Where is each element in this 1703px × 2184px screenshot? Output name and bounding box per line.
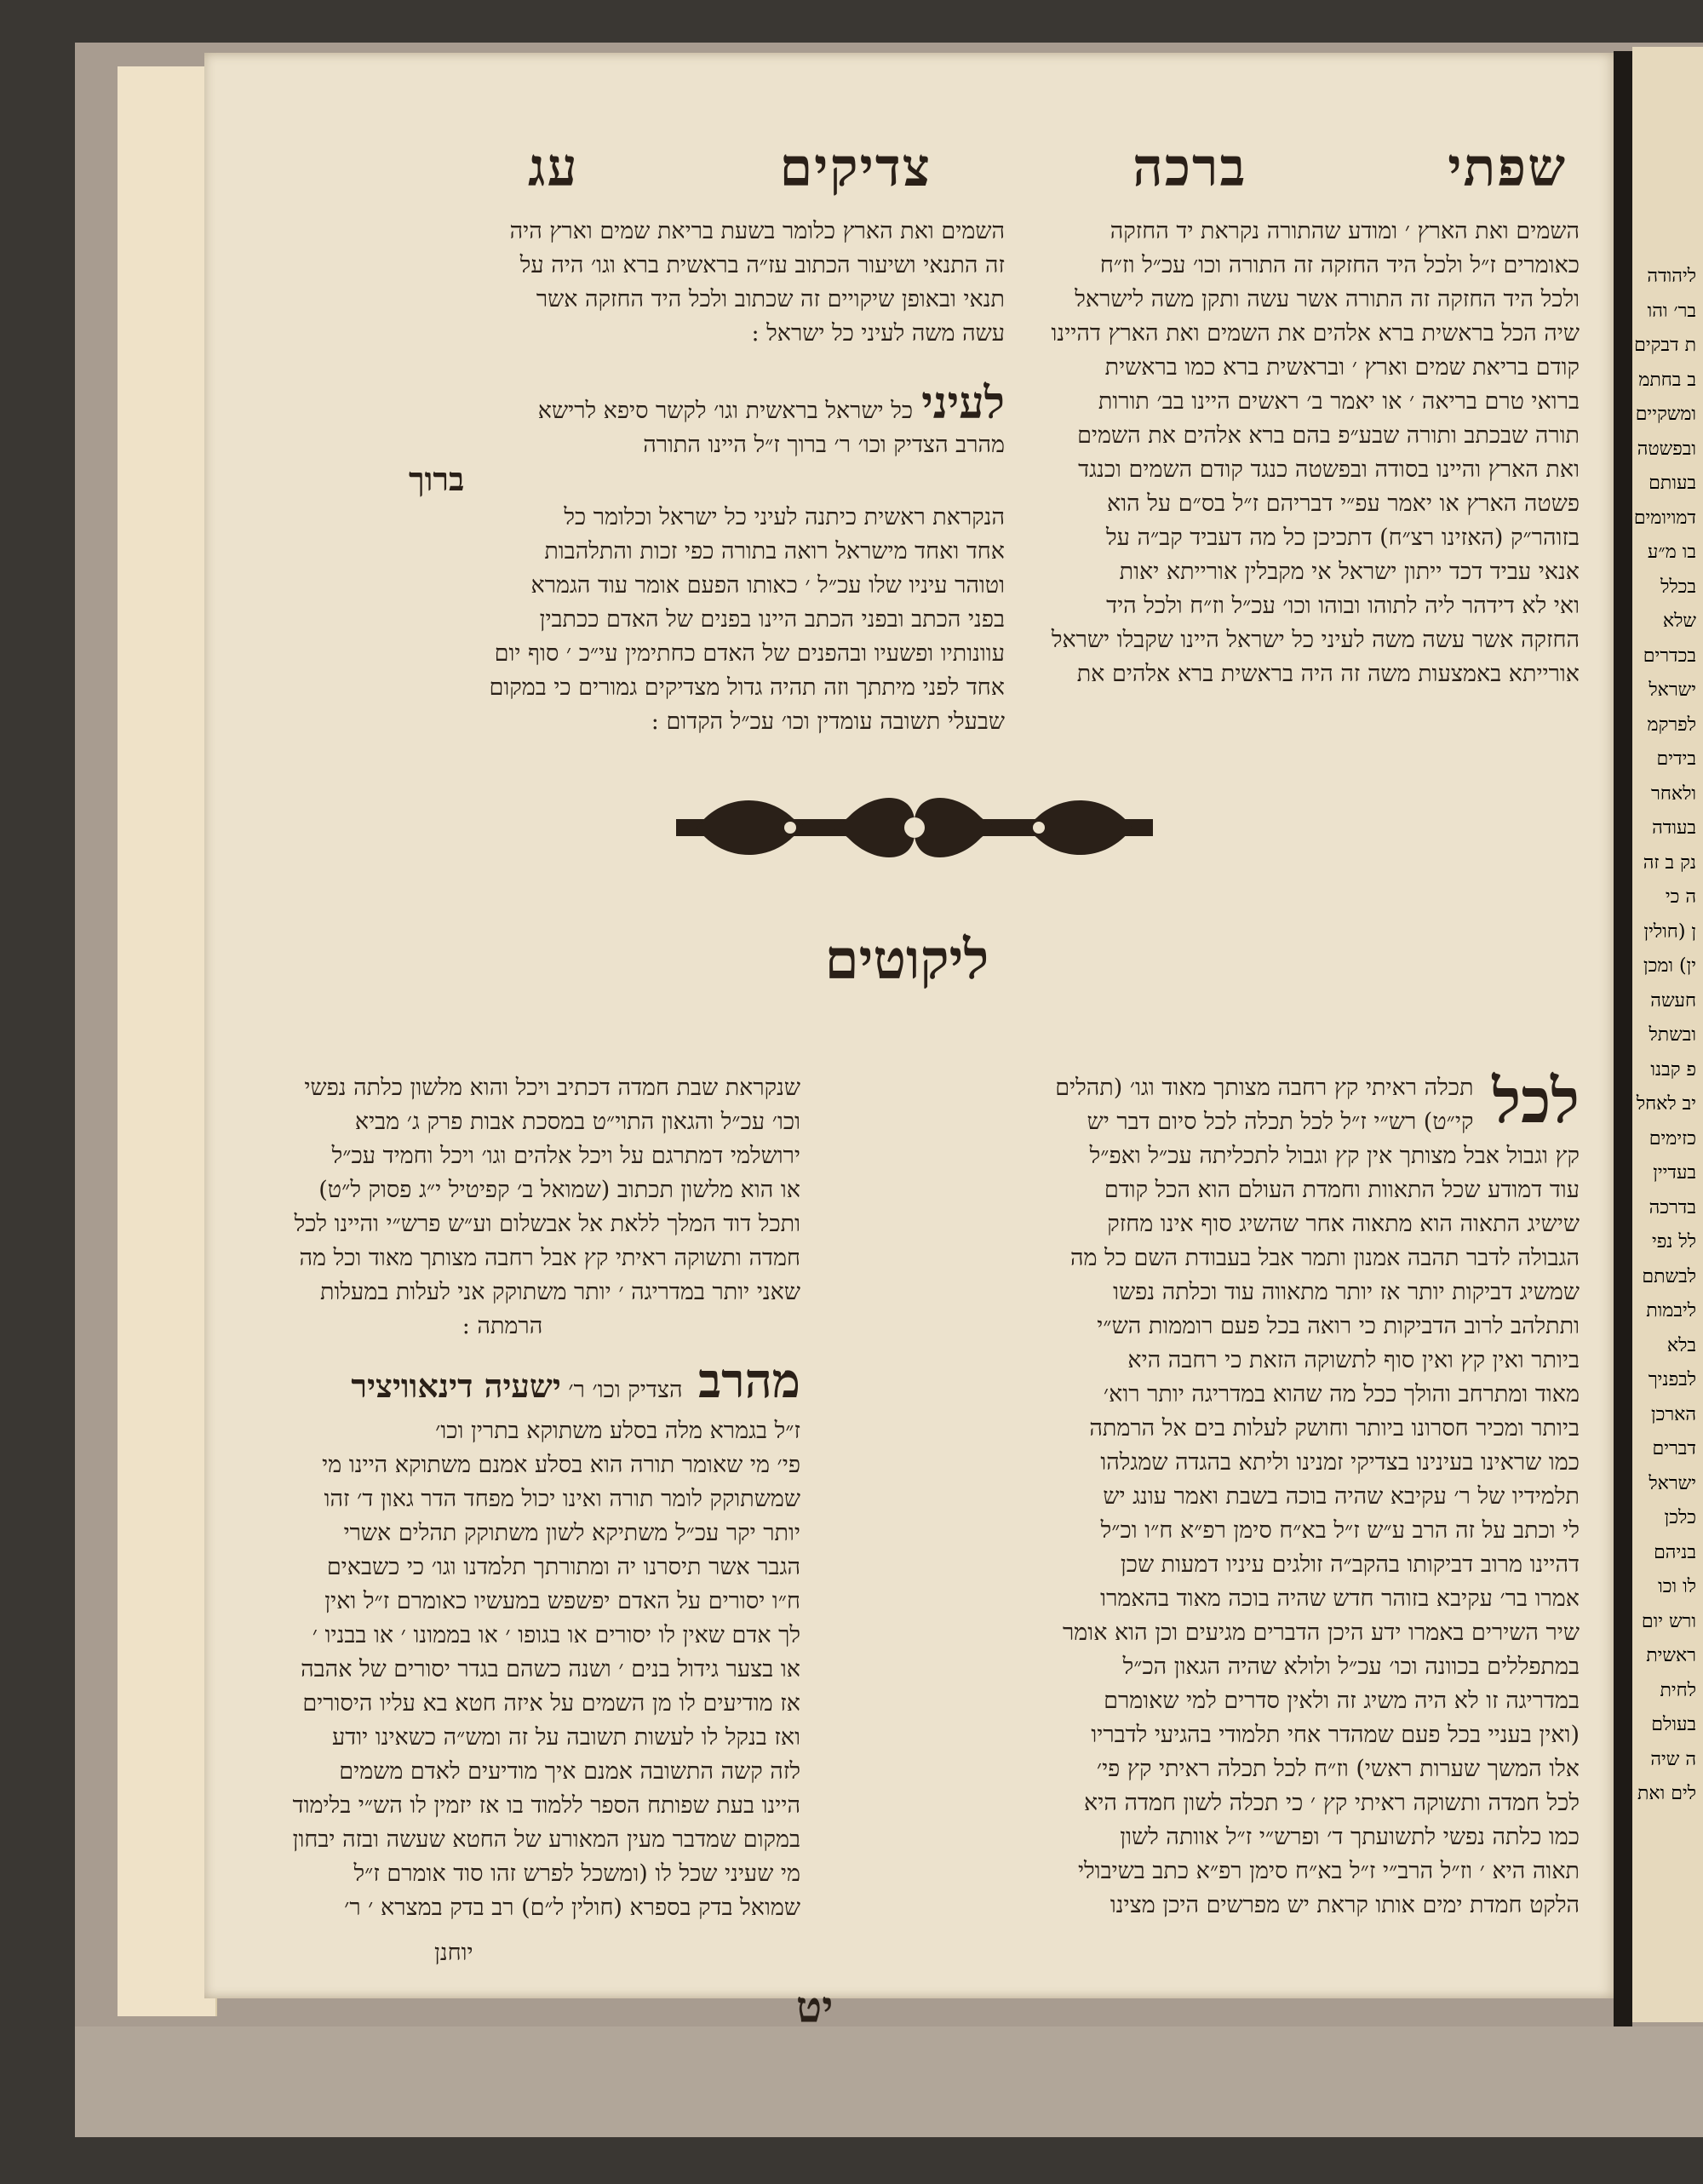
text-line: דהיינו מרוב דביקותו בהקב״ה זולגים עיניו דמעות שכן: [1120, 1551, 1580, 1578]
column-bottom-right: [966, 1064, 1580, 1923]
text-fragment: בדרכה: [1649, 1196, 1696, 1218]
book-cover-bottom-edge: [75, 2026, 1703, 2137]
text-line: אחד לפני מיתתך וזה תהיה גדול מצדיקים גמורים כי במקום: [489, 674, 1005, 701]
text-line: קי״ט) רש״י ז״ל לכל תכלה לכל סיום דבר יש: [1087, 1109, 1474, 1135]
text-line: פי׳ מי שאומר תורה הוא בסלע אמנם משתוקא היינו מי: [322, 1452, 800, 1478]
flyleaf: [118, 66, 217, 2016]
text-fragment: בעדיין: [1653, 1162, 1696, 1184]
text-line: ירושלמי דמתרגם על ויכל אלהים וגו׳ ויכל וחמיד עכ״ל: [331, 1143, 800, 1169]
paragraph-opening-word: לעיני: [921, 377, 1005, 429]
text-line: במתפללים בכוונה וכו׳ עכ״ל ולולא שהיה הגאון הכ״ל: [1122, 1654, 1580, 1680]
rabbi-name: ברוך: [409, 460, 465, 498]
ornament-divider: [671, 790, 1158, 865]
text-line: פשטה הארץ או יאמר עפ״י דבריהם ז״ל בס״ם על הוא: [1107, 490, 1580, 517]
text-line: זה התנאי ושיעור הכתוב עז״ה בראשית ברא וגו׳ היה על: [519, 252, 1005, 278]
text-line: עשה משה לעיני כל ישראל :: [751, 320, 1005, 347]
text-line: ואי לא דידהר ליה לתוהו ובוהו וכו׳ עכ״ל וז״ח ולכל היד: [1106, 593, 1580, 619]
text-line: וכו׳ עכ״ל והגאון התוי״ט במסכת אבות פרק ג׳ מביא: [354, 1109, 800, 1135]
text-line: וטוהר עיניו שלו עכ״ל ׳ כאותו הפעם אומר עוד הגמרא: [530, 572, 1005, 599]
text-line: החזקה אשר עשה משה לעיני כל ישראל היינו שקבלו ישראל: [1051, 627, 1580, 653]
text-fragment: ין) ומכן: [1643, 955, 1696, 977]
text-line: לכל חמדה ותשוקה ראיתי קץ ׳ כי תכלה לשון חמדה היא: [1084, 1790, 1580, 1816]
text-fragment: דמויומים: [1633, 507, 1696, 529]
text-line: היינו בעת שפותח הספר ללמוד בו אז יזמין לו הש״י בלימוד: [292, 1792, 800, 1819]
text-line: ותכל דוד המלך ללאת אל אבשלום וע״ש פרש״י והיינו לכל: [294, 1211, 800, 1237]
text-fragment: לבפניך: [1648, 1369, 1696, 1390]
rabbi-name: ישעיה דינאוויציר: [351, 1367, 561, 1405]
text-line: שנקראת שבת חמדה דכתיב ויכל והוא מלשון כלתה נפשי: [304, 1075, 800, 1101]
paragraph-opening-word: לכל: [1492, 1064, 1580, 1137]
text-line: שישיג התאוה הוא מתאוה אחר שהשיג סוף אינו מחזק: [1107, 1211, 1580, 1237]
text-line: הצדיק וכו׳ ר׳: [568, 1377, 683, 1403]
text-fragment: בעולם: [1651, 1714, 1696, 1735]
text-line: ואז בנקל לו לעשות תשובה על זה ומש״ה כשאינו יודע: [331, 1724, 800, 1751]
text-fragment: חעשה: [1650, 989, 1696, 1012]
text-fragment: בכלל: [1660, 576, 1696, 598]
text-line: ותתלהב לרוב הדביקות כי רואה בכל פעם רוממות הש״י: [1097, 1313, 1580, 1339]
text-fragment: ובפשטה: [1637, 438, 1696, 460]
text-line: תכלה ראיתי קץ רחבה מצותך מאוד וגו׳ (תהלים: [1055, 1075, 1474, 1101]
text-line: אנאי עביד דכד ייתון ישראל אי מקבלין אורייתא יאות: [1119, 559, 1580, 585]
running-head-word-3: צדיקים: [779, 136, 932, 198]
text-fragment: לבשתם: [1642, 1265, 1696, 1287]
column-bottom-left: [204, 1071, 800, 1925]
text-line: מאוד ומתרחב והולך ככל מה שהוא במדריגה יותר רוא׳: [1103, 1381, 1580, 1407]
text-line: מהרב הצדיק וכו׳ ר׳ ברוך ז״ל היינו התורה: [643, 432, 1005, 458]
text-fragment: בניהם: [1654, 1541, 1696, 1563]
text-line: חמדה ותשוקה ראיתי קץ אבל רחבה מצותך מאוד וכל מה: [299, 1245, 800, 1271]
text-line: עוד דמודע שכל התאוות וחמדת העולם הוא הכל קודם: [1104, 1177, 1580, 1203]
text-fragment: פ קבנו: [1650, 1058, 1696, 1081]
text-fragment: כזימים: [1649, 1127, 1696, 1149]
text-line: ביותר ואין קץ ואין סוף לתשוקה הזאת כי רחבה היא: [1127, 1347, 1580, 1373]
text-line: ולכל היד החזקה זה התורה אשר עשה ותקן משה לישראל: [1075, 286, 1580, 312]
text-line: עוונותיו ופשעיו ובהפנים של האדם כחתימין עי״כ ׳ סוף יום: [494, 640, 1005, 667]
text-line: שמשתוקק לומר תורה ואינו יכול מפחד הדר גאון ד׳ זהו: [324, 1486, 800, 1512]
text-line: יותר יקר עכ״ל משתיקא לשון משתוקק תהלים אשרי: [343, 1520, 800, 1546]
text-fragment: ישראל: [1649, 1472, 1696, 1494]
text-line: או הוא מלשון תכתוב (שמואל ב׳ קפיטיל י״ג פסוק ל״ט): [318, 1177, 800, 1203]
running-head: [528, 129, 1567, 206]
text-fragment: ראשית: [1646, 1645, 1696, 1666]
running-head-word-1: שפתי: [1448, 136, 1567, 198]
text-fragment: דברים: [1652, 1438, 1696, 1459]
text-fragment: בידים: [1656, 748, 1696, 770]
text-line: ואת הארץ והיינו בסודה ובפשטה כנגד קודם השמים וכנגד: [1078, 456, 1580, 483]
text-line: ז״ל בגמרא מלה בסלע משתוקא בתרין וכו׳: [435, 1418, 800, 1444]
page-left: [204, 53, 1618, 2032]
text-fragment: ישראל: [1649, 679, 1696, 701]
text-fragment: יב לאחל: [1636, 1093, 1696, 1115]
text-line: בזוהר״ק (האזינו רצ״ח) דתכיכן כל מה דעביד קב״ה על: [1105, 525, 1580, 551]
text-fragment: ורש יום: [1641, 1610, 1696, 1632]
text-fragment: לים ואת: [1637, 1783, 1696, 1804]
text-line: הגבר אשר תיסרנו יה ומתורתך תלמדנו וגו׳ כי כשבאים: [326, 1554, 800, 1580]
text-line: תלמידיו של ר׳ עקיבא שהיה בוכה בשבת ואמר עונג יש: [1103, 1483, 1580, 1510]
text-line: (ואין בעניי בכל פעם שמהדר אחי תלמודי בהגיעי לדבריו: [1091, 1722, 1580, 1748]
text-fragment: ליהודה: [1647, 266, 1696, 287]
text-line: קודם בריאת שמים וארץ ׳ ובראשית ברא כמו בראשית: [1104, 354, 1580, 381]
page-right-edge: [1632, 47, 1703, 2022]
text-line: אחד ואחד מישראל רואה בתורה כפי זכות והתלהבות: [544, 538, 1005, 565]
catchword: יוחנן: [434, 1940, 473, 1966]
text-fragment: כלכן: [1664, 1507, 1696, 1528]
text-line: שאני יותר במדריגה ׳ יותר משתוקק אני לעלות במעלות: [320, 1279, 800, 1305]
text-line: לזה קשה התשובה אמנם איך מודיעים לאדם משמים: [339, 1758, 800, 1785]
text-line: או בצער גידול בנים ׳ ושנה כשהם בגדר יסורים של אהבה: [301, 1656, 800, 1682]
text-line: אז מודיעים לו מן השמים על איזה חטא בא עליו היסורים: [302, 1690, 800, 1717]
text-line: שמואל בדק בספרא (חולין ל״ם) רב בדק במצרא ׳ ר׳: [344, 1895, 800, 1921]
folio-number: יט: [796, 1981, 834, 2032]
text-fragment: בר׳ והו: [1647, 300, 1696, 322]
text-fragment: לפרקמ: [1647, 714, 1696, 736]
text-line: לך אדם שאין לו יסורים או בגופו ׳ או בממונו ׳ או בבניו ׳: [312, 1622, 800, 1648]
text-line: בפני הכתב ובפני הכתב היינו בפנים של האדם ככתבין: [539, 606, 1005, 633]
text-line: כל ישראל בראשית וגו׳ לקשר סיפא לרישא: [537, 398, 914, 424]
section-title: ליקוטים: [824, 928, 989, 992]
text-line: תורה שבכתב ותורה שבע״פ בהם ברא אלהים את השמים: [1077, 422, 1580, 449]
text-fragment: ובשתל: [1649, 1024, 1696, 1046]
text-fragment: ומשקיים: [1635, 404, 1696, 425]
text-line: שיר השירים באמרו ידע היכן הדברים מגיעים וכן הוא אומר: [1063, 1619, 1580, 1646]
book-gutter: [1614, 51, 1632, 2026]
text-line: שיה הכל בראשית ברא אלהים את השמים ואת הארץ דהיינו: [1051, 320, 1580, 347]
text-line: הנקראת ראשית כיתנה לעיני כל ישראל וכלומר כל: [564, 504, 1005, 530]
text-line: שמשיג דביקות יותר אז יותר מתאווה עוד וכלתה נפשו: [1113, 1279, 1580, 1305]
text-line: ביותר ומכיר חסרונו ביותר וחושק לעלות בים אל הרמתה: [1089, 1415, 1580, 1442]
text-fragment: נק ב זה: [1643, 851, 1696, 874]
text-line: במקום שמדבר מעין המאורע של החטא שעשה ובזה יבחון: [292, 1826, 800, 1853]
text-line: כמו כלתה נפשי לתשועתך ד׳ ופרש״י ז״ל אוותה לשון: [1120, 1824, 1580, 1850]
text-line: כמו שראינו בעינינו בצדיקי זמנינו וליתא בהגדה שמגלהו: [1100, 1449, 1580, 1476]
text-fragment: לחית: [1660, 1679, 1696, 1701]
text-fragment: ולאחר: [1651, 782, 1696, 805]
text-line: כאומרים ז״ל ולכל היד החזקה זה התורה וכו׳ עכ״ל וז״ח: [1099, 252, 1580, 278]
text-fragment: בעודה: [1652, 817, 1696, 839]
running-head-word-4: עג: [528, 136, 579, 198]
text-fragment: ליבמות: [1646, 1300, 1696, 1321]
text-fragment: ת דבקים: [1634, 335, 1696, 356]
text-line: הלקט חמדת ימים אותו קראת יש מפרשים היכן מצינו: [1110, 1892, 1580, 1918]
text-fragment: ן (חולין: [1643, 920, 1696, 943]
text-line: מי שעיני שכל לו (ומשכל לפרש זהו סוד אומרם ז״ל: [353, 1860, 800, 1887]
text-line: אלו המשך שערות ראשי) וז״ח לכל תכלה ראיתי קץ פי׳: [1096, 1756, 1580, 1782]
text-line: אמרו בר׳ עקיבא בזוהר חדש שהיה בוכה מאוד בהאמרו: [1100, 1585, 1580, 1612]
column-top-left: [409, 215, 1005, 739]
paragraph-opening-word: מהרב: [698, 1353, 800, 1409]
text-fragment: ה כי: [1665, 886, 1696, 908]
text-line: ח״ו יסורים על האדם יפשפש במעשיו כאומרם ז״ל ואין: [324, 1588, 800, 1614]
text-fragment: לו וכו: [1658, 1576, 1696, 1597]
text-fragment: בעותם: [1649, 473, 1696, 494]
text-fragment: בלא: [1666, 1334, 1696, 1356]
text-fragment: בו מ״ע: [1647, 542, 1696, 563]
text-line: תנאי ובאופן שיקויים זה שכתוב ולכל היד החזקה אשר: [536, 286, 1005, 312]
text-line: שבעלי תשובה עומדין וכו׳ עכ״ל הקדום :: [651, 708, 1005, 735]
text-line: השמים ואת הארץ ׳ ומודע שהתורה נקראת יד החזקה: [1110, 218, 1580, 244]
text-line: השמים ואת הארץ כלומר בשעת בריאת שמים וארץ היה: [509, 218, 1005, 244]
text-line: תאוה היא ׳ וז״ל הרב״י ז״ל בא״ח סימן רפ״א כתב בשיבולי: [1077, 1858, 1580, 1884]
text-line: לי וכתב על זה הרב ע״ש ז״ל בא״ח סימן רפ״א ח״ו וכ״ל: [1100, 1517, 1580, 1544]
column-top-right: [983, 215, 1580, 691]
text-fragment: שלא: [1662, 610, 1696, 632]
text-fragment: ב בחתמ: [1638, 369, 1696, 391]
text-line: אורייתא באמצעות משה זה היה בראשית ברא אלהים את: [1076, 661, 1580, 687]
text-line: במדריגה זו לא היה משיג זה ולאין סדרים למי שאומרם: [1104, 1688, 1580, 1714]
text-fragment: לל נפי: [1651, 1231, 1696, 1253]
text-line: הרמתה :: [462, 1313, 543, 1339]
text-fragment: ה שיה: [1650, 1748, 1696, 1770]
text-line: ברואי טרם בריאה ׳ או יאמר ב׳ ראשים היינו בב׳ תורות: [1098, 388, 1580, 415]
text-fragment: הארכן: [1650, 1403, 1696, 1425]
text-fragment: בכדרים: [1643, 645, 1696, 667]
text-line: הגבולה לדבר תהבה אמנון ותמר אבל בעבודת השם כל מה: [1070, 1245, 1580, 1271]
text-line: קץ וגבול אבל מצותך אין קץ וגבול לתכליתה עכ״ל ואפ״ל: [1089, 1143, 1580, 1169]
running-head-word-2: ברכה: [1132, 136, 1247, 198]
